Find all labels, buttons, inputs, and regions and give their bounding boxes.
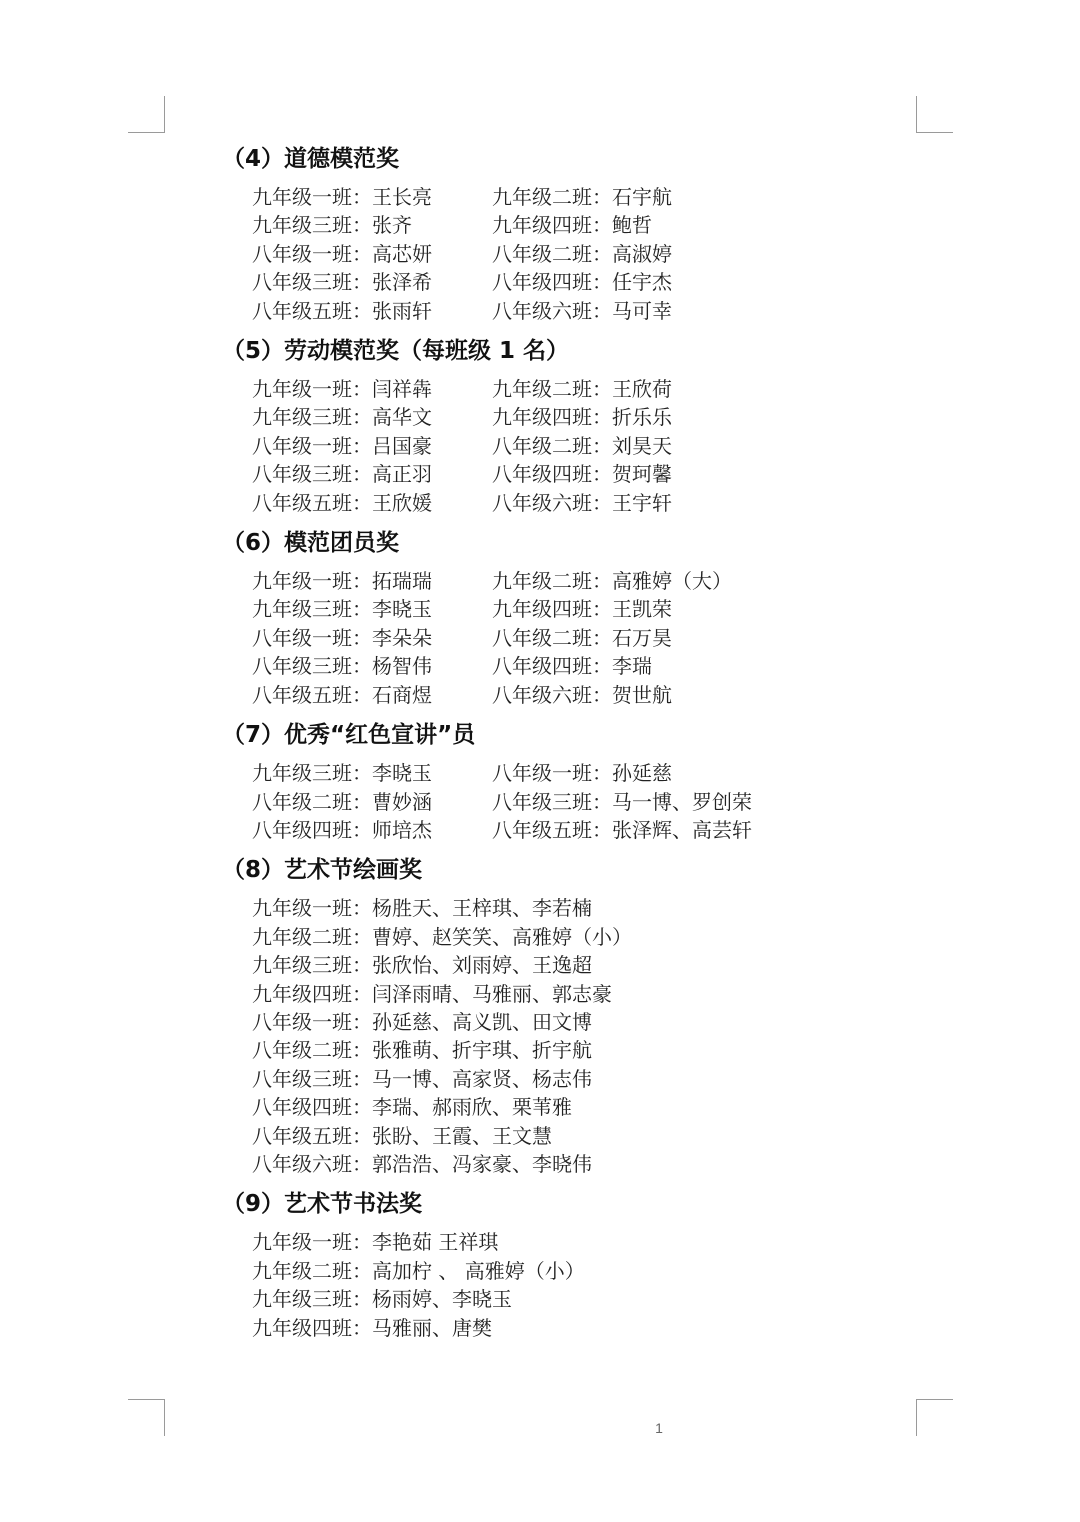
class-winner-entry: 九年级三班：杨雨婷、李晓玉: [252, 1287, 512, 1312]
class-winner-entry: 八年级五班：张盼、王霞、王文慧: [252, 1123, 552, 1148]
winner-row: [252, 951, 862, 979]
class-winner-entry: 八年级五班：石商煜: [252, 682, 432, 707]
section-heading: （5）劳动模范奖（每班级 1 名）: [222, 338, 570, 365]
class-winner-entry: 九年级一班：李艳茹 王祥琪: [252, 1230, 499, 1255]
award-section: [222, 525, 862, 709]
class-winner-entry: 九年级二班：曹婷、赵笑笑、高雅婷（小）: [252, 924, 632, 949]
section-heading: （4）道德模范奖: [222, 146, 400, 172]
winner-list: [222, 1228, 862, 1342]
winner-list: [222, 759, 862, 844]
section-heading: （8）艺术节绘画奖: [222, 857, 423, 884]
winner-row: [252, 1093, 862, 1121]
winner-row: [252, 624, 862, 652]
winner-row: [252, 1008, 862, 1036]
winner-row: [252, 923, 862, 951]
winner-row: [252, 1036, 862, 1064]
winner-row: [252, 1314, 862, 1342]
award-section: [222, 1186, 862, 1342]
crop-mark-top-right: [916, 96, 953, 133]
winner-list: [222, 375, 862, 517]
class-winner-entry: 八年级四班：李瑞: [492, 654, 652, 679]
class-winner-entry: 九年级三班：李晓玉: [252, 761, 432, 786]
class-winner-entry: 八年级四班：任宇杰: [492, 270, 672, 295]
class-winner-entry: 九年级三班：高华文: [252, 405, 432, 430]
class-winner-entry: 九年级三班：李晓玉: [252, 597, 432, 622]
class-winner-entry: 八年级五班：张雨轩: [252, 298, 432, 323]
winner-list: [222, 894, 862, 1178]
class-winner-entry: 八年级六班：贺世航: [492, 682, 672, 707]
class-winner-entry: 九年级一班：王长亮: [252, 185, 432, 209]
class-winner-entry: 九年级二班：王欣荷: [492, 377, 672, 402]
winner-row: [252, 297, 862, 325]
class-winner-entry: 八年级二班：曹妙涵: [252, 789, 432, 814]
winner-row: [252, 759, 862, 787]
class-winner-entry: 八年级一班：李朵朵: [252, 625, 432, 650]
class-winner-entry: 八年级二班：高淑婷: [492, 241, 672, 266]
winner-row: [252, 1285, 862, 1313]
winner-row: [252, 403, 862, 431]
class-winner-entry: 九年级四班：折乐乐: [492, 405, 672, 430]
winner-row: [252, 788, 862, 816]
winner-row: [252, 211, 862, 239]
class-winner-entry: 八年级三班：高正羽: [252, 462, 432, 487]
winner-row: [252, 681, 862, 709]
class-winner-entry: 八年级三班：马一博、高家贤、杨志伟: [252, 1066, 592, 1091]
winner-row: [252, 816, 862, 844]
winner-row: [252, 1065, 862, 1093]
class-winner-entry: 八年级一班：孙延慈、高义凯、田文博: [252, 1009, 592, 1034]
class-winner-entry: 八年级一班：高芯妍: [252, 241, 432, 266]
class-winner-entry: 八年级一班：吕国豪: [252, 433, 432, 458]
class-winner-entry: 九年级四班：鲍哲: [492, 213, 652, 238]
winner-row: [252, 460, 862, 488]
winner-row: [252, 652, 862, 680]
winner-row: [252, 1257, 862, 1285]
winner-row: [252, 595, 862, 623]
winner-row: [252, 980, 862, 1008]
class-winner-entry: 八年级三班：张泽希: [252, 270, 432, 295]
winner-row: [252, 183, 862, 211]
class-winner-entry: 九年级四班：闫泽雨晴、马雅丽、郭志豪: [252, 981, 612, 1006]
class-winner-entry: 九年级一班：拓瑞瑞: [252, 569, 432, 594]
class-winner-entry: 八年级六班：马可幸: [492, 298, 672, 323]
class-winner-entry: 九年级四班：马雅丽、唐樊: [252, 1315, 492, 1340]
award-section: [222, 852, 862, 1178]
class-winner-entry: 八年级六班：王宇轩: [492, 490, 672, 515]
class-winner-entry: 八年级六班：郭浩浩、冯家豪、李晓伟: [252, 1151, 592, 1176]
winner-row: [252, 894, 862, 922]
winner-row: [252, 1228, 862, 1256]
winner-row: [252, 268, 862, 296]
section-heading: （6）模范团员奖: [222, 530, 400, 557]
winner-row: [252, 1150, 862, 1178]
section-heading: （7）优秀“红色宣讲”员: [222, 722, 476, 749]
winner-row: [252, 375, 862, 403]
award-section: [222, 333, 862, 517]
class-winner-entry: 八年级三班：马一博、罗创荣: [492, 789, 752, 814]
winner-row: [252, 1122, 862, 1150]
class-winner-entry: 八年级一班：孙延慈: [492, 761, 672, 786]
class-winner-entry: 九年级一班：闫祥犇: [252, 377, 432, 402]
class-winner-entry: 九年级四班：王凯荣: [492, 597, 672, 622]
class-winner-entry: 八年级四班：李瑞、郝雨欣、栗苇雅: [252, 1095, 572, 1120]
class-winner-entry: 八年级三班：杨智伟: [252, 654, 432, 679]
winner-list: [222, 183, 862, 325]
class-winner-entry: 九年级二班：石宇航: [492, 185, 672, 209]
class-winner-entry: 九年级三班：张齐: [252, 213, 412, 238]
award-section: [222, 141, 862, 325]
class-winner-entry: 九年级三班：张欣怡、刘雨婷、王逸超: [252, 953, 592, 978]
page-number: 1: [655, 1420, 663, 1436]
winner-row: [252, 567, 862, 595]
class-winner-entry: 九年级一班：杨胜天、王梓琪、李若楠: [252, 896, 592, 921]
class-winner-entry: 八年级四班：师培杰: [252, 817, 432, 842]
crop-mark-top-left: [128, 96, 165, 133]
winner-row: [252, 489, 862, 517]
class-winner-entry: 九年级二班：高雅婷（大）: [492, 569, 732, 594]
section-heading: （9）艺术节书法奖: [222, 1191, 423, 1218]
class-winner-entry: 八年级二班：张雅萌、折宇琪、折宇航: [252, 1038, 592, 1063]
class-winner-entry: 八年级二班：刘昊天: [492, 433, 672, 458]
winner-row: [252, 240, 862, 268]
award-section: [222, 717, 862, 844]
class-winner-entry: 八年级二班：石万昊: [492, 625, 672, 650]
class-winner-entry: 八年级五班：王欣媛: [252, 490, 432, 515]
class-winner-entry: 八年级五班：张泽辉、高芸轩: [492, 817, 752, 842]
winner-row: [252, 432, 862, 460]
class-winner-entry: 九年级二班：高加柠 、 高雅婷（小）: [252, 1258, 585, 1283]
class-winner-entry: 八年级四班：贺珂馨: [492, 462, 672, 487]
award-list: [222, 141, 862, 1350]
winner-list: [222, 567, 862, 709]
